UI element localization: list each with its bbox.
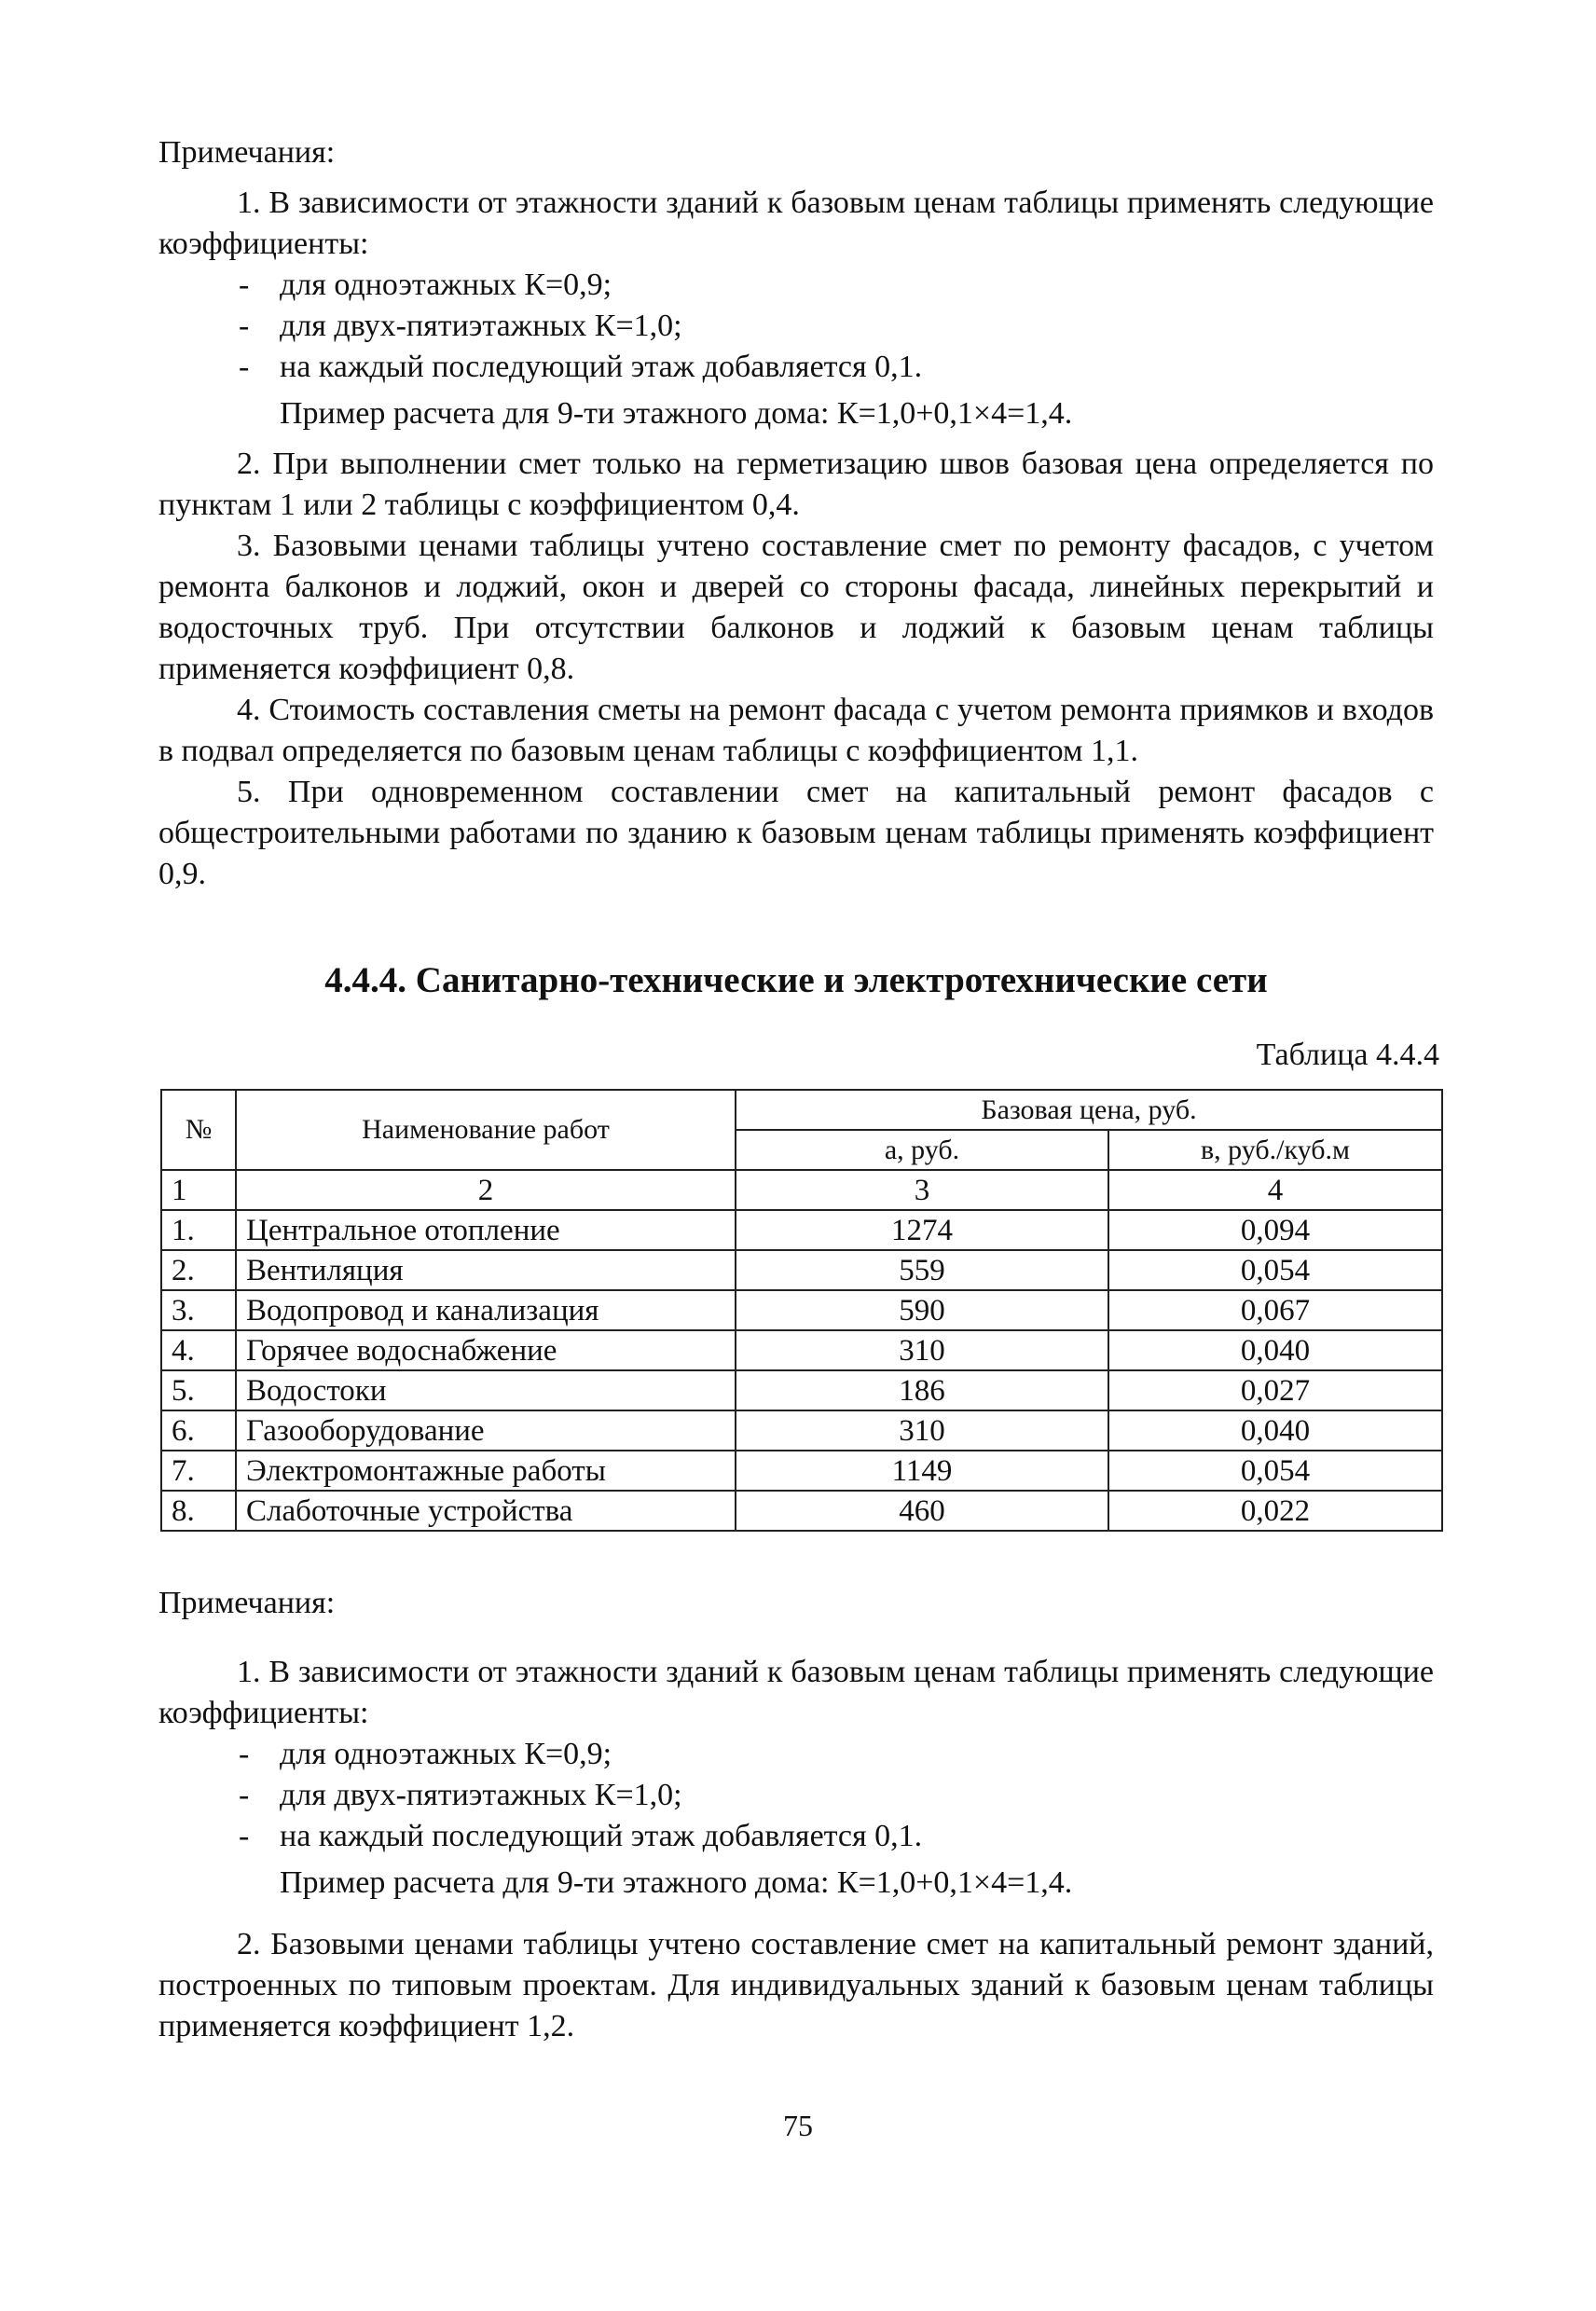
- row-name: Водостоки: [236, 1370, 736, 1410]
- row-price-b: 0,022: [1108, 1491, 1442, 1531]
- dash-marker: -: [239, 1737, 250, 1771]
- header-base-price: Базовая цена, руб.: [736, 1090, 1442, 1130]
- column-number: 2: [236, 1170, 736, 1210]
- dash-item-text: на каждый последующий этаж добавляется 0,1.: [280, 350, 923, 384]
- table-row: [161, 1451, 1442, 1491]
- table-row: [161, 1290, 1442, 1330]
- dash-item-1: [158, 265, 1434, 306]
- row-num: 8.: [161, 1491, 236, 1531]
- notes-bottom: [158, 1583, 1434, 2047]
- row-price-a: 1149: [736, 1451, 1108, 1491]
- table-row: [161, 1330, 1442, 1370]
- row-num: 6.: [161, 1410, 236, 1451]
- row-price-b: 0,040: [1108, 1330, 1442, 1370]
- column-number: 1: [161, 1170, 236, 1210]
- calc-example: Пример расчета для 9-ти этажного дома: К=1,0+0,1×4=1,4.: [280, 1865, 1073, 1900]
- dash-item-text: для одноэтажных К=0,9;: [280, 268, 612, 302]
- header-num: №: [161, 1090, 236, 1170]
- header-b: в, руб./куб.м: [1108, 1130, 1442, 1170]
- row-name: Горячее водоснабжение: [236, 1330, 736, 1370]
- table-row: [161, 1491, 1442, 1531]
- table-row: [161, 1370, 1442, 1410]
- note-1-lead: 1. В зависимости от этажности зданий к базовым ценам таблицы применять следующие коэффициенты:: [158, 1655, 1434, 1730]
- note-1-lead: 1. В зависимости от этажности зданий к базовым ценам таблицы применять следующие коэффициенты:: [158, 186, 1434, 261]
- table-row: [161, 1250, 1442, 1290]
- row-name: Водопровод и канализация: [236, 1290, 736, 1330]
- dash-item-text: на каждый последующий этаж добавляется 0,1.: [280, 1819, 923, 1853]
- row-num: 4.: [161, 1330, 236, 1370]
- header-name: Наименование работ: [236, 1090, 736, 1170]
- table-row: [161, 1210, 1442, 1250]
- row-num: 7.: [161, 1451, 236, 1491]
- notes-heading: Примечания:: [158, 135, 336, 170]
- row-price-b: 0,054: [1108, 1250, 1442, 1290]
- row-price-a: 559: [736, 1250, 1108, 1290]
- calc-example: Пример расчета для 9-ти этажного дома: К=1,0+0,1×4=1,4.: [280, 396, 1073, 431]
- row-price-a: 310: [736, 1330, 1108, 1370]
- column-number: 4: [1108, 1170, 1442, 1210]
- dash-marker: -: [239, 309, 250, 343]
- row-name: Вентиляция: [236, 1250, 736, 1290]
- dash-item-3: [158, 347, 1434, 388]
- note-4: 4. Стоимость составления сметы на ремонт фасада с учетом ремонта приямков и входов в подвал определяется по базовым ценам таблицы с коэффициентом 1,1.: [158, 693, 1434, 768]
- row-price-b: 0,027: [1108, 1370, 1442, 1410]
- row-price-a: 310: [736, 1410, 1108, 1451]
- dash-item-text: для одноэтажных К=0,9;: [280, 1737, 612, 1771]
- table-header-row: [161, 1090, 1442, 1130]
- column-number-row: [161, 1170, 1442, 1210]
- row-num: 5.: [161, 1370, 236, 1410]
- dash-item-1: [158, 1734, 1434, 1775]
- row-price-a: 186: [736, 1370, 1108, 1410]
- row-num: 1.: [161, 1210, 236, 1250]
- dash-item-2: [158, 306, 1434, 347]
- row-name: Электромонтажные работы: [236, 1451, 736, 1491]
- note-3: 3. Базовыми ценами таблицы учтено составление смет по ремонту фасадов, с учетом ремонта балконов и лоджий, окон и дверей со стороны фасада, линейных перекрытий и водосточных труб. При отсутствии балконов и лоджий к базовым ценам таблицы применяется коэффициент 0,8.: [158, 529, 1434, 686]
- row-num: 3.: [161, 1290, 236, 1330]
- column-number: 3: [736, 1170, 1108, 1210]
- note-2: 2. При выполнении смет только на герметизацию швов базовая цена определяется по пунктам 1 или 2 таблицы с коэффициентом 0,4.: [158, 447, 1434, 522]
- row-price-b: 0,067: [1108, 1290, 1442, 1330]
- row-name: Газооборудование: [236, 1410, 736, 1451]
- row-price-a: 590: [736, 1290, 1108, 1330]
- header-a: а, руб.: [736, 1130, 1108, 1170]
- row-price-b: 0,094: [1108, 1210, 1442, 1250]
- dash-item-2: [158, 1775, 1434, 1816]
- dash-item-3: [158, 1816, 1434, 1857]
- row-num: 2.: [161, 1250, 236, 1290]
- note-2: 2. Базовыми ценами таблицы учтено составление смет на капитальный ремонт зданий, построенных по типовым проектам. Для индивидуальных зданий к базовым ценам таблицы применяется коэффициент 1,2.: [158, 1927, 1434, 2043]
- price-table: [160, 1089, 1443, 1532]
- row-price-b: 0,054: [1108, 1451, 1442, 1491]
- note-5: 5. При одновременном составлении смет на капитальный ремонт фасадов с общестроительными работами по зданию к базовым ценам таблицы применять коэффициент 0,9.: [158, 775, 1434, 891]
- table-row: [161, 1410, 1442, 1451]
- dash-marker: -: [239, 1819, 250, 1853]
- row-price-b: 0,040: [1108, 1410, 1442, 1451]
- notes-heading: Примечания:: [158, 1586, 336, 1620]
- section-title: 4.4.4. Санитарно-технические и электротехнические сети: [324, 960, 1268, 1000]
- table-label: Таблица 4.4.4: [1256, 1038, 1439, 1072]
- row-name: Слаботочные устройства: [236, 1491, 736, 1531]
- dash-marker: -: [239, 350, 250, 384]
- notes-top: [158, 132, 1434, 895]
- dash-item-text: для двух-пятиэтажных К=1,0;: [280, 309, 682, 343]
- row-name: Центральное отопление: [236, 1210, 736, 1250]
- dash-item-text: для двух-пятиэтажных К=1,0;: [280, 1778, 682, 1812]
- page-number: 75: [783, 2109, 813, 2142]
- row-price-a: 1274: [736, 1210, 1108, 1250]
- row-price-a: 460: [736, 1491, 1108, 1531]
- dash-marker: -: [239, 1778, 250, 1812]
- dash-marker: -: [239, 268, 250, 302]
